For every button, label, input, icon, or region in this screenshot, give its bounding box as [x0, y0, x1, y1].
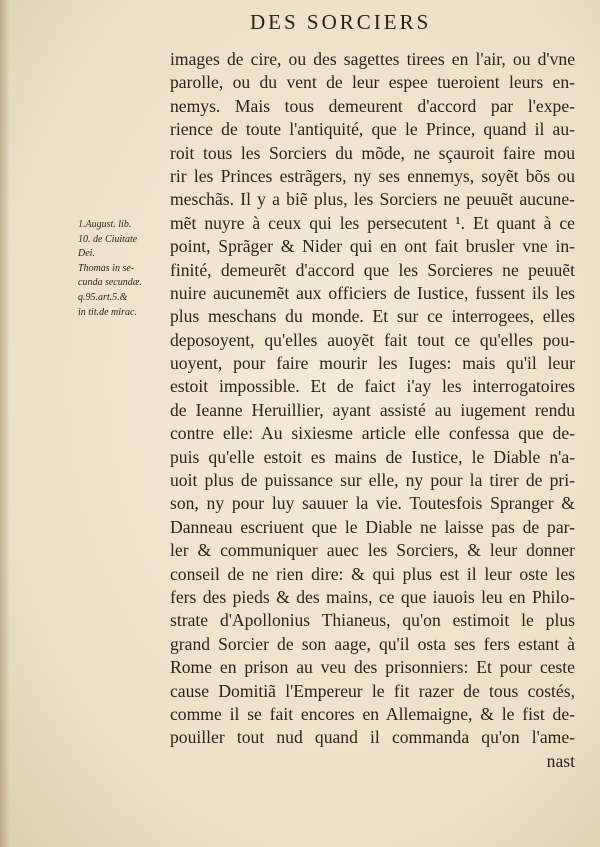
text-line: cause Domitiã l'Empereur le fit razer de tous costés,: [170, 680, 575, 701]
text-line: fers des pieds & des mains, ce que iauois leu en Philo-: [170, 586, 575, 607]
text-line: rir les Princes estrãgers, ny ses ennemys, soyẽt bõs ou: [170, 165, 575, 186]
text-line: parolle, ou du vent de leur espee tueroient leurs en-: [170, 72, 575, 93]
margin-note: in tit.de mirac.: [78, 306, 137, 318]
margin-note: cunda secundæ.: [78, 277, 142, 289]
text-line: comme il se fait encores en Allemaigne, & le fist de-: [170, 703, 575, 724]
text-line: mẽt nuyre à ceux qui les persecutent ¹. Et quant à ce: [170, 212, 575, 233]
text-line: roit tous les Sorciers du mõde, ne sçauroit faire mou: [170, 142, 575, 163]
text-line: plus meschans du monde. Et sur ce interrogees, elles: [170, 306, 575, 327]
text-line: point, Sprãger & Nider qui en ont fait brusler vne in-: [170, 236, 575, 257]
page-gutter-shadow: [0, 0, 10, 847]
text-line: finité, demeurẽt d'accord que les Sorcieres ne peuuẽt: [170, 259, 575, 280]
text-line: images de cire, ou des sagettes tirees en l'air, ou d'vne: [170, 49, 575, 69]
margin-note: q.95.art.5.&: [78, 291, 128, 303]
margin-note: Thomas in se-: [78, 262, 135, 274]
text-line: nuire aucunemẽt aux officiers de Iustice, fussent ils les: [170, 282, 575, 303]
margin-note: 10. de Ciuitate: [78, 233, 138, 245]
catchword: nast: [546, 750, 575, 771]
text-line: rience de toute l'antiquité, que le Prince, quand il au-: [170, 119, 575, 140]
text-line: estoit impossible. Et de faict i'ay les interrogatoires: [170, 376, 575, 397]
text-line: uoyent, pour faire mourir les Iuges: mais qu'il leur: [170, 353, 575, 374]
body-text: [170, 48, 575, 773]
text-line: Danneau escriuent que le Diable ne laisse pas de par-: [170, 516, 575, 537]
text-line: Rome en prison au veu des prisonniers: Et pour ceste: [170, 657, 575, 678]
text-line: ler & communiquer auec les Sorciers, & leur donner: [170, 540, 575, 561]
running-head: DES SORCIERS: [250, 10, 432, 34]
text-line: puis qu'elle estoit es mains de Iustice, le Diable n'a-: [170, 446, 575, 467]
text-line: de Ieanne Heruillier, ayant assisté au iugement rendu: [170, 399, 575, 420]
text-line: grand Sorcier de son aage, qu'il osta ses fers estant à: [170, 633, 575, 654]
margin-notes: [78, 218, 168, 320]
text-line: uoit plus de puissance sur elle, ny pour la tirer de pri-: [170, 470, 575, 491]
text-line: son, ny pour luy sauuer la vie. Toutesfois Spranger &: [170, 493, 575, 514]
text-line: deposoyent, qu'elles auoyẽt fait tout ce qu'elles pou-: [170, 329, 575, 350]
text-line: meschãs. Il y a biẽ plus, les Sorciers ne peuuẽt aucune-: [170, 189, 575, 210]
margin-note: Dei.: [78, 248, 95, 260]
text-line: strate d'Apollonius Thianeus, qu'on estimoit le plus: [170, 610, 575, 631]
text-line: conseil de ne rien dire: & qui plus est il leur oste les: [170, 563, 575, 584]
text-line: nemys. Mais tous demeurent d'accord par l'expe-: [170, 95, 575, 116]
text-line: pouiller tout nud quand il commanda qu'on l'ame-: [170, 727, 575, 748]
text-line: contre elle: Au sixiesme article elle confessa que de-: [170, 423, 575, 444]
margin-note: 1.August. lib.: [78, 219, 132, 230]
